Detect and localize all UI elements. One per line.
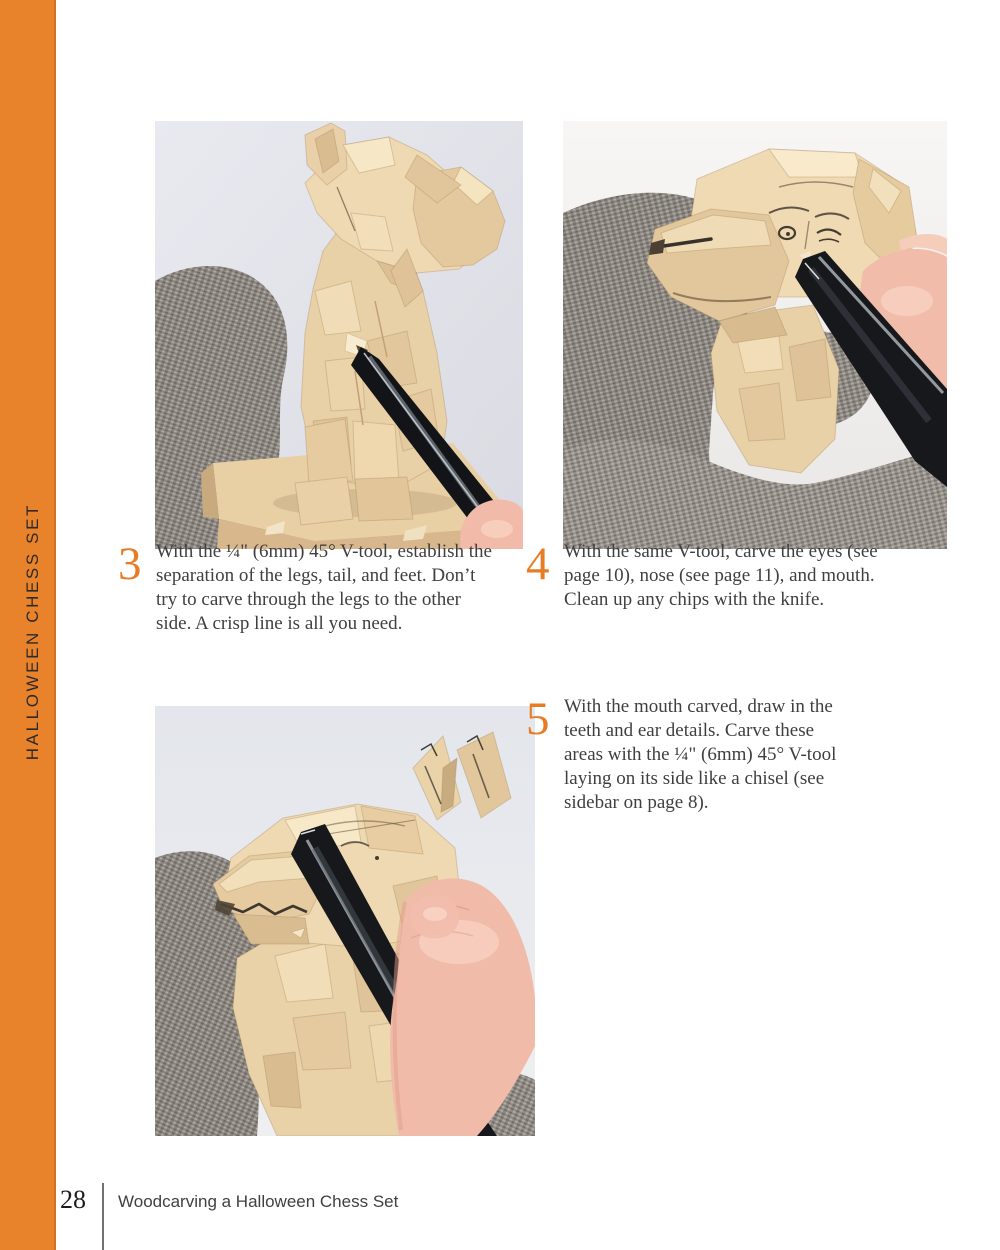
step5-number: 5 [526, 693, 550, 745]
page-number: 28 [60, 1185, 86, 1214]
footer-divider [102, 1183, 104, 1250]
step4-photo [563, 121, 947, 549]
step3-number: 3 [118, 538, 142, 590]
chapter-sidebar [0, 0, 56, 1250]
step3-photo-illustration [155, 121, 523, 549]
step3-photo [155, 121, 523, 549]
step4-number: 4 [526, 538, 550, 590]
step5-caption [526, 695, 848, 815]
step3-text: With the ¼" (6mm) 45° V-tool, establish the separation of the legs, tail, and feet. Don’t try to carve through the legs to the other side. A crisp line is all you need. [156, 541, 492, 634]
step5-text: With the mouth carved, draw in the teeth and ear details. Carve these areas with the ¼" (6mm) 45° V-tool laying on its side like a chisel (see sidebar on page 8). [564, 696, 837, 813]
step3-caption [118, 540, 493, 636]
step4-caption [526, 540, 910, 612]
step4-text: With the same V-tool, carve the eyes (see page 10), nose (see page 11), and mouth. Clean up any chips with the knife. [564, 541, 878, 610]
step5-photo-illustration [155, 706, 535, 1136]
step4-photo-illustration [563, 121, 947, 549]
step5-photo [155, 706, 535, 1136]
chapter-sidebar-label: HALLOWEEN CHESS SET [23, 503, 42, 761]
footer-book-title: Woodcarving a Halloween Chess Set [118, 1192, 399, 1211]
